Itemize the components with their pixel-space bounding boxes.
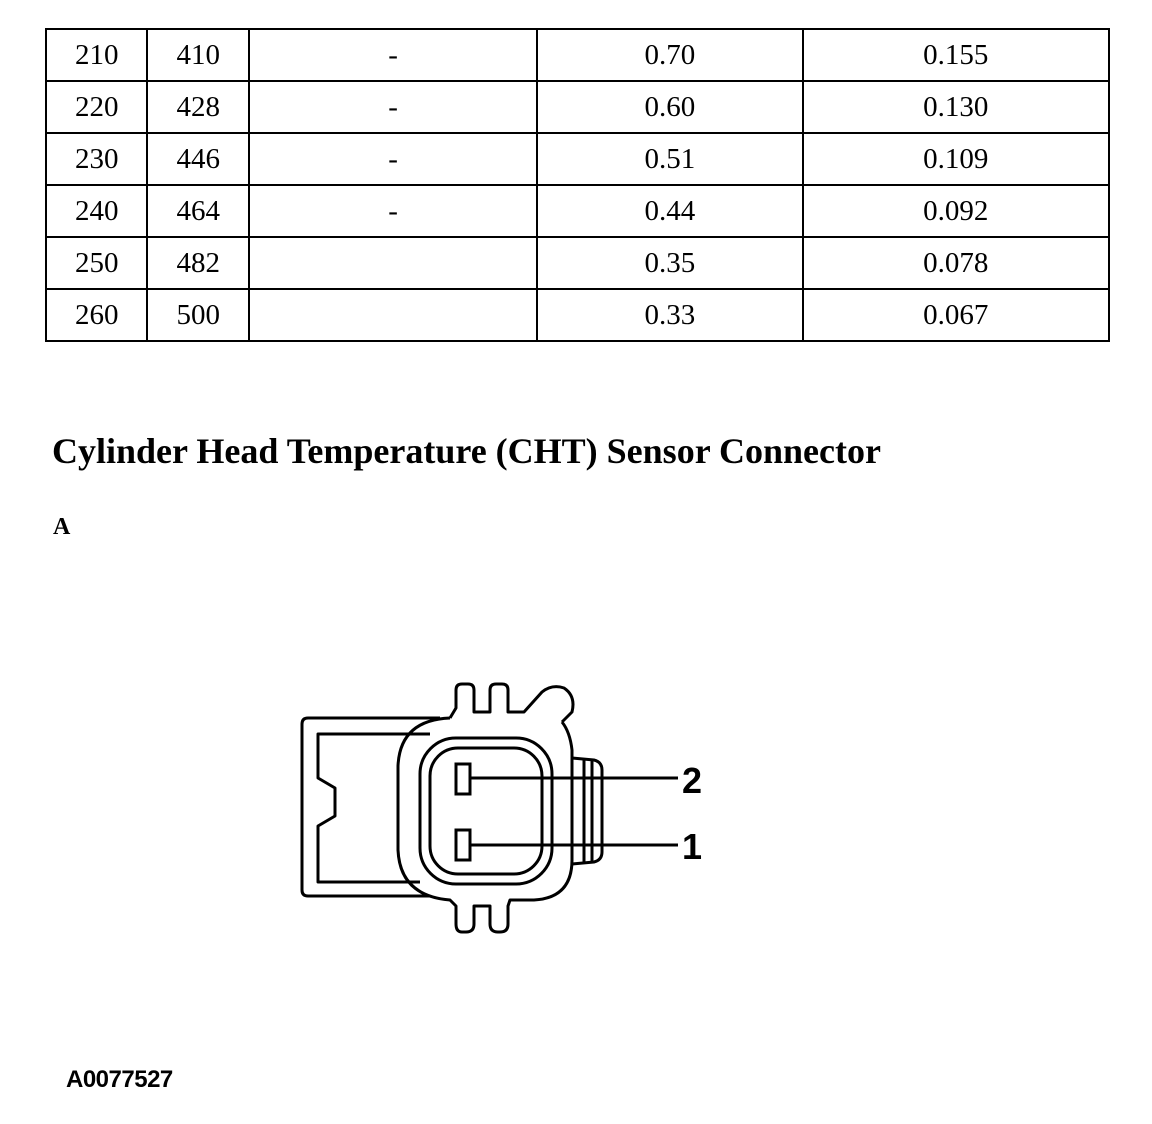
connector-seal-ring-inner [430,748,542,874]
connector-seal-ring [420,738,552,884]
view-label: A [53,514,71,540]
connector-latch-top [450,684,573,722]
table-cell: 210 [46,29,147,81]
connector-housing-rear-inner [318,734,430,882]
cht-connector-diagram [290,670,730,950]
table-cell [249,289,537,341]
terminal-pin-1 [456,830,470,860]
table-cell: - [249,185,537,237]
terminal-pin-2 [456,764,470,794]
table-cell: 260 [46,289,147,341]
table-row [46,237,1109,289]
table-row [46,81,1109,133]
table-cell: 446 [147,133,248,185]
table-cell: 500 [147,289,248,341]
table-row [46,185,1109,237]
pin-1-label: 1 [682,826,703,867]
table-cell: 464 [147,185,248,237]
table-cell [249,237,537,289]
table-cell: 0.51 [537,133,802,185]
table-cell: - [249,29,537,81]
table-cell: 428 [147,81,248,133]
table-cell: 0.078 [803,237,1109,289]
table-cell: 0.44 [537,185,802,237]
table-cell: 0.70 [537,29,802,81]
table-cell: 0.067 [803,289,1109,341]
sensor-resistance-table [45,28,1110,342]
table-cell: 0.130 [803,81,1109,133]
figure-id: A0077527 [66,1066,173,1093]
table-cell: 410 [147,29,248,81]
table-cell: 0.35 [537,237,802,289]
table-cell: 250 [46,237,147,289]
table-cell: 0.109 [803,133,1109,185]
table-cell: 0.33 [537,289,802,341]
table-cell: 0.155 [803,29,1109,81]
table-row [46,289,1109,341]
connector-cable-boot [572,758,602,864]
pin-2-label: 2 [682,760,703,801]
table-cell: 230 [46,133,147,185]
table-cell: - [249,81,537,133]
table-cell: 0.092 [803,185,1109,237]
connector-face-outer [398,718,572,932]
table-cell: 482 [147,237,248,289]
section-title: Cylinder Head Temperature (CHT) Sensor Connector [52,431,881,471]
table-cell: 0.60 [537,81,802,133]
table-cell: - [249,133,537,185]
table-cell: 240 [46,185,147,237]
table-row [46,29,1109,81]
table-row [46,133,1109,185]
table-cell: 220 [46,81,147,133]
